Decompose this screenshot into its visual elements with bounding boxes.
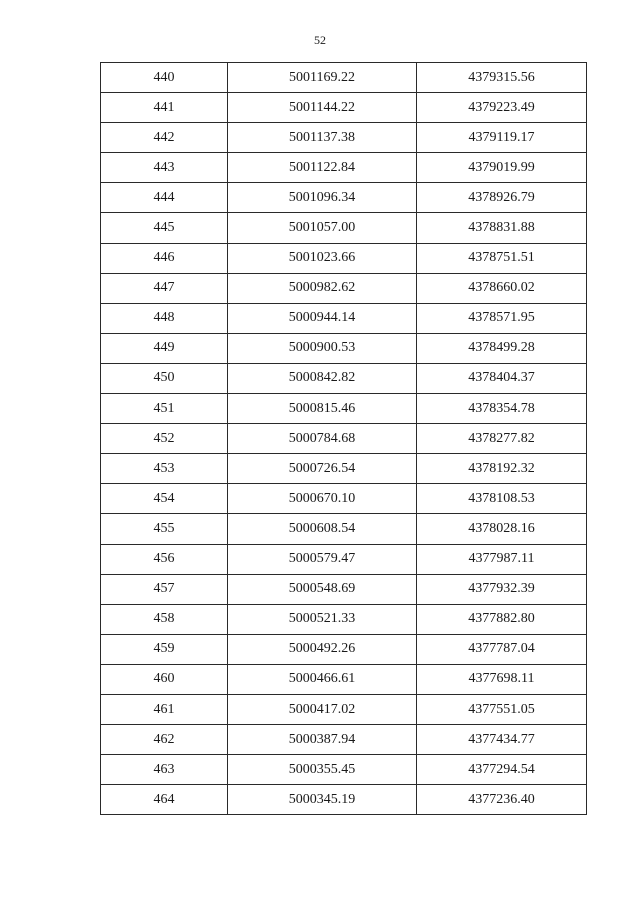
point-number-cell: 443 [101, 153, 228, 183]
table-row [101, 123, 587, 153]
table-row [101, 634, 587, 664]
y-coordinate-cell: 4377236.40 [417, 785, 587, 815]
point-number-cell: 456 [101, 544, 228, 574]
y-coordinate-cell: 4378277.82 [417, 424, 587, 454]
x-coordinate-cell: 5001096.34 [228, 183, 417, 213]
y-coordinate-cell: 4378926.79 [417, 183, 587, 213]
y-coordinate-cell: 4378108.53 [417, 484, 587, 514]
y-coordinate-cell: 4378354.78 [417, 394, 587, 424]
y-coordinate-cell: 4379223.49 [417, 93, 587, 123]
point-number-cell: 464 [101, 785, 228, 815]
x-coordinate-cell: 5000784.68 [228, 424, 417, 454]
table-row [101, 273, 587, 303]
x-coordinate-cell: 5000842.82 [228, 363, 417, 393]
table-row [101, 394, 587, 424]
point-number-cell: 451 [101, 394, 228, 424]
y-coordinate-cell: 4378831.88 [417, 213, 587, 243]
table-row [101, 454, 587, 484]
x-coordinate-cell: 5001057.00 [228, 213, 417, 243]
x-coordinate-cell: 5000355.45 [228, 755, 417, 785]
table-row [101, 303, 587, 333]
y-coordinate-cell: 4377787.04 [417, 634, 587, 664]
y-coordinate-cell: 4378660.02 [417, 273, 587, 303]
table-row [101, 93, 587, 123]
y-coordinate-cell: 4377698.11 [417, 664, 587, 694]
point-number-cell: 458 [101, 604, 228, 634]
point-number-cell: 457 [101, 574, 228, 604]
x-coordinate-cell: 5000982.62 [228, 273, 417, 303]
point-number-cell: 452 [101, 424, 228, 454]
point-number-cell: 445 [101, 213, 228, 243]
table-row [101, 183, 587, 213]
coordinates-table [100, 62, 587, 815]
point-number-cell: 450 [101, 363, 228, 393]
x-coordinate-cell: 5000345.19 [228, 785, 417, 815]
y-coordinate-cell: 4378192.32 [417, 454, 587, 484]
table-row [101, 544, 587, 574]
x-coordinate-cell: 5001137.38 [228, 123, 417, 153]
y-coordinate-cell: 4377551.05 [417, 694, 587, 724]
table-row [101, 363, 587, 393]
y-coordinate-cell: 4378751.51 [417, 243, 587, 273]
table-row [101, 725, 587, 755]
x-coordinate-cell: 5000548.69 [228, 574, 417, 604]
table-row [101, 484, 587, 514]
point-number-cell: 462 [101, 725, 228, 755]
table-row [101, 424, 587, 454]
y-coordinate-cell: 4377987.11 [417, 544, 587, 574]
page-number: 52 [314, 33, 326, 47]
y-coordinate-cell: 4378499.28 [417, 333, 587, 363]
point-number-cell: 461 [101, 694, 228, 724]
x-coordinate-cell: 5000521.33 [228, 604, 417, 634]
x-coordinate-cell: 5001122.84 [228, 153, 417, 183]
point-number-cell: 446 [101, 243, 228, 273]
y-coordinate-cell: 4378571.95 [417, 303, 587, 333]
x-coordinate-cell: 5000670.10 [228, 484, 417, 514]
y-coordinate-cell: 4379019.99 [417, 153, 587, 183]
x-coordinate-cell: 5001169.22 [228, 63, 417, 93]
point-number-cell: 449 [101, 333, 228, 363]
point-number-cell: 448 [101, 303, 228, 333]
y-coordinate-cell: 4378028.16 [417, 514, 587, 544]
x-coordinate-cell: 5000466.61 [228, 664, 417, 694]
y-coordinate-cell: 4379119.17 [417, 123, 587, 153]
point-number-cell: 455 [101, 514, 228, 544]
table-row [101, 785, 587, 815]
x-coordinate-cell: 5000608.54 [228, 514, 417, 544]
x-coordinate-cell: 5000387.94 [228, 725, 417, 755]
y-coordinate-cell: 4378404.37 [417, 363, 587, 393]
table-row [101, 63, 587, 93]
table-row [101, 514, 587, 544]
point-number-cell: 442 [101, 123, 228, 153]
point-number-cell: 441 [101, 93, 228, 123]
y-coordinate-cell: 4379315.56 [417, 63, 587, 93]
x-coordinate-cell: 5000579.47 [228, 544, 417, 574]
table-row [101, 574, 587, 604]
x-coordinate-cell: 5000944.14 [228, 303, 417, 333]
table-row [101, 153, 587, 183]
y-coordinate-cell: 4377932.39 [417, 574, 587, 604]
table-row [101, 333, 587, 363]
point-number-cell: 444 [101, 183, 228, 213]
point-number-cell: 447 [101, 273, 228, 303]
point-number-cell: 440 [101, 63, 228, 93]
x-coordinate-cell: 5001144.22 [228, 93, 417, 123]
table-row [101, 604, 587, 634]
coordinates-table-body [101, 63, 587, 815]
x-coordinate-cell: 5000900.53 [228, 333, 417, 363]
y-coordinate-cell: 4377882.80 [417, 604, 587, 634]
point-number-cell: 453 [101, 454, 228, 484]
point-number-cell: 463 [101, 755, 228, 785]
y-coordinate-cell: 4377434.77 [417, 725, 587, 755]
y-coordinate-cell: 4377294.54 [417, 755, 587, 785]
point-number-cell: 459 [101, 634, 228, 664]
x-coordinate-cell: 5000726.54 [228, 454, 417, 484]
table-row [101, 694, 587, 724]
table-row [101, 243, 587, 273]
x-coordinate-cell: 5000815.46 [228, 394, 417, 424]
point-number-cell: 460 [101, 664, 228, 694]
x-coordinate-cell: 5001023.66 [228, 243, 417, 273]
x-coordinate-cell: 5000417.02 [228, 694, 417, 724]
point-number-cell: 454 [101, 484, 228, 514]
x-coordinate-cell: 5000492.26 [228, 634, 417, 664]
table-row [101, 755, 587, 785]
table-row [101, 213, 587, 243]
table-row [101, 664, 587, 694]
